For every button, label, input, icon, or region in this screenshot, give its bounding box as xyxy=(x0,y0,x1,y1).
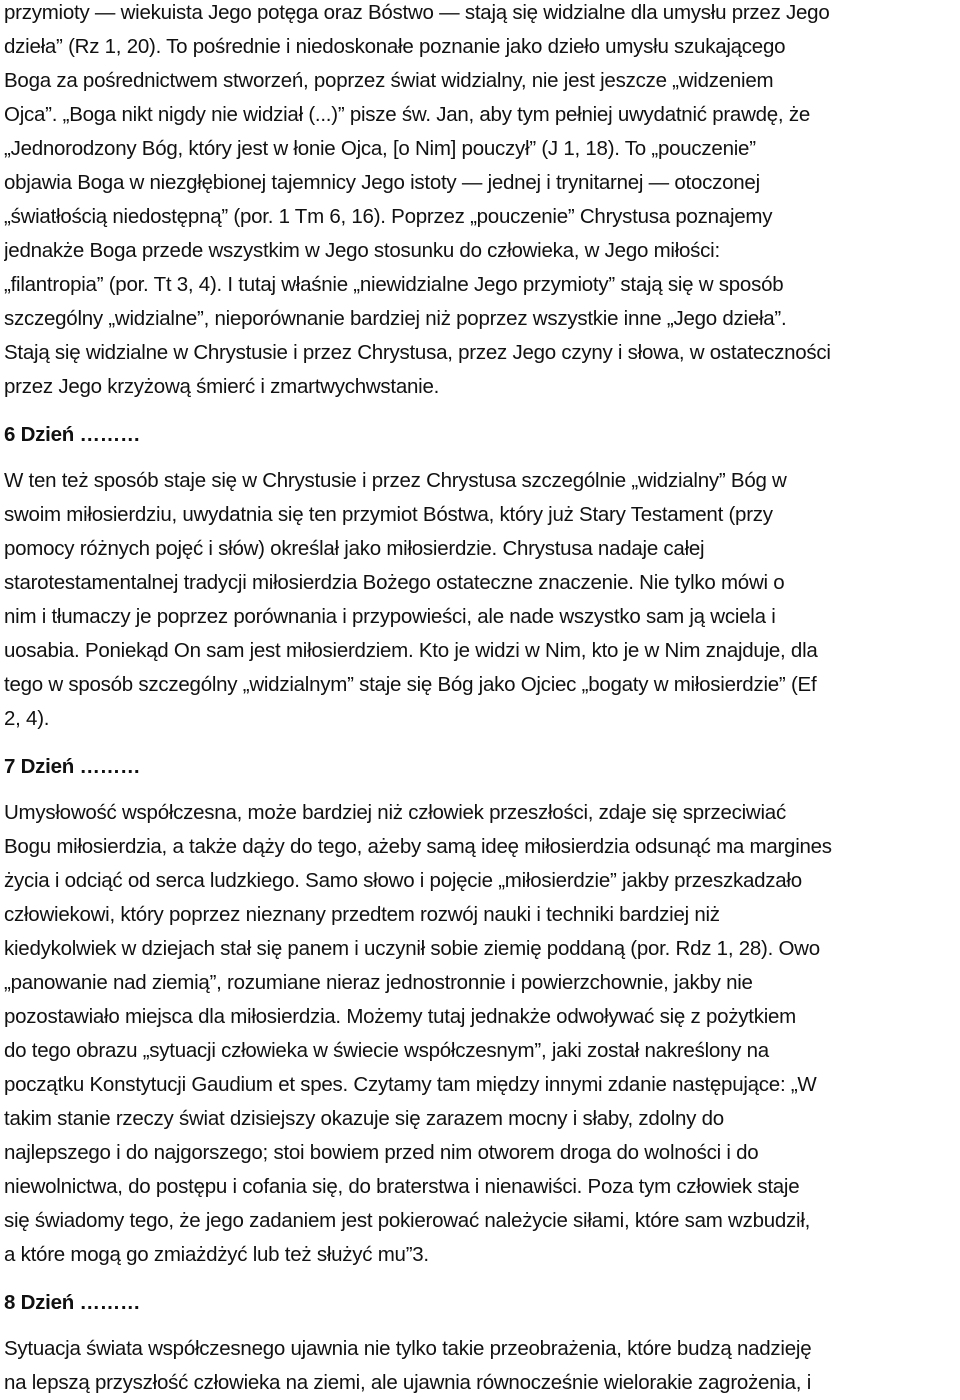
text-line: W ten też sposób staje się w Chrystusie i przez Chrystusa szczególnie „widzialny” Bóg w xyxy=(4,469,787,492)
text-line: początku Konstytucji Gaudium et spes. Czytamy tam między innymi zdanie następujące: „W xyxy=(4,1073,817,1096)
day-heading: 6 Dzień ……… xyxy=(4,423,141,446)
text-line: się świadomy tego, że jego zadaniem jest pokierować należycie siłami, które sam wzbudził, xyxy=(4,1209,811,1232)
text-line: „Jednorodzony Bóg, który jest w łonie Ojca, [o Nim] pouczył” (J 1, 18). To „pouczenie” xyxy=(4,137,756,160)
text-line: Boga za pośrednictwem stworzeń, poprzez świat widzialny, nie jest jeszcze „widzeniem xyxy=(4,69,774,92)
text-line: starotestamentalnej tradycji miłosierdzia Bożego ostateczne znaczenie. Nie tylko mówi o xyxy=(4,571,785,594)
day-heading: 8 Dzień ……… xyxy=(4,1291,141,1314)
text-line: „światłością niedostępną” (por. 1 Tm 6, 16). Poprzez „pouczenie” Chrystusa poznajemy xyxy=(4,205,773,228)
text-line: 2, 4). xyxy=(4,707,50,730)
text-line: kiedykolwiek w dziejach stał się panem i uczynił sobie ziemię poddaną (por. Rdz 1, 28). Owo xyxy=(4,937,820,960)
text-line: niewolnictwa, do postępu i cofania się, do braterstwa i nienawiści. Poza tym człowiek staje xyxy=(4,1175,800,1198)
text-line: „filantropia” (por. Tt 3, 4). I tutaj właśnie „niewidzialne Jego przymioty” stają się w sposób xyxy=(4,273,784,296)
text-line: pozostawiało miejsca dla miłosierdzia. Możemy tutaj jednakże odwoływać się z pożytkiem xyxy=(4,1005,797,1028)
text-line: Umysłowość współczesna, może bardziej niż człowiek przeszłości, zdaje się sprzeciwiać xyxy=(4,801,786,824)
text-line: Ojca”. „Boga nikt nigdy nie widział (...)” pisze św. Jan, aby tym pełniej uwydatnić prawdę, że xyxy=(4,103,810,126)
text-line: „panowanie nad ziemią”, rozumiane nieraz jednostronnie i powierzchownie, jakby nie xyxy=(4,971,753,994)
text-line: Sytuacja świata współczesnego ujawnia nie tylko takie przeobrażenia, które budzą nadzieję xyxy=(4,1337,812,1360)
text-line: nim i tłumaczy je poprzez porównania i przypowieści, ale nade wszystko sam ją wciela i xyxy=(4,605,776,628)
text-line: najlepszego i do najgorszego; stoi bowiem przed nim otworem droga do wolności i do xyxy=(4,1141,759,1164)
text-line: dzieła” (Rz 1, 20). To pośrednie i niedoskonałe poznanie jako dzieło umysłu szukającego xyxy=(4,35,786,58)
text-line: na lepszą przyszłość człowieka na ziemi, ale ujawnia równocześnie wielorakie zagrożenia, i xyxy=(4,1371,811,1394)
text-line: przymioty — wiekuista Jego potęga oraz Bóstwo — stają się widzialne dla umysłu przez Jego xyxy=(4,1,830,24)
text-line: takim stanie rzeczy świat dzisiejszy okazuje się zarazem mocny i słaby, zdolny do xyxy=(4,1107,724,1130)
text-line: pomocy różnych pojęć i słów) określał jako miłosierdzie. Chrystusa nadaje całej xyxy=(4,537,705,560)
document-page xyxy=(4,0,956,1400)
day-heading: 7 Dzień ……… xyxy=(4,755,141,778)
text-line: tego w sposób szczególny „widzialnym” staje się Bóg jako Ojciec „bogaty w miłosierdzie” (Ef xyxy=(4,673,817,696)
text-line: szczególny „widzialne”, nieporównanie bardziej niż poprzez wszystkie inne „Jego dzieła”. xyxy=(4,307,787,330)
text-line: do tego obrazu „sytuacji człowieka w świecie współczesnym”, jaki został nakreślony na xyxy=(4,1039,769,1062)
text-line: uosabia. Poniekąd On sam jest miłosierdziem. Kto je widzi w Nim, kto je w Nim znajduje, dla xyxy=(4,639,818,662)
text-line: Stają się widzialne w Chrystusie i przez Chrystusa, przez Jego czyny i słowa, w ostateczności xyxy=(4,341,831,364)
text-line: jednakże Boga przede wszystkim w Jego stosunku do człowieka, w Jego miłości: xyxy=(4,239,720,262)
text-line: przez Jego krzyżową śmierć i zmartwychwstanie. xyxy=(4,375,440,398)
text-line: swoim miłosierdziu, uwydatnia się ten przymiot Bóstwa, który już Stary Testament (przy xyxy=(4,503,773,526)
text-line: a które mogą go zmiażdżyć lub też służyć mu”3. xyxy=(4,1243,429,1266)
text-line: Bogu miłosierdzia, a także dąży do tego, ażeby samą ideę miłosierdzia odsunąć ma margines xyxy=(4,835,832,858)
text-line: życia i odciąć od serca ludzkiego. Samo słowo i pojęcie „miłosierdzie” jakby przeszkadzało xyxy=(4,869,802,892)
text-line: objawia Boga w niezgłębionej tajemnicy Jego istoty — jednej i trynitarnej — otoczonej xyxy=(4,171,760,194)
text-line: człowiekowi, który poprzez nieznany przedtem rozwój nauki i techniki bardziej niż xyxy=(4,903,720,926)
